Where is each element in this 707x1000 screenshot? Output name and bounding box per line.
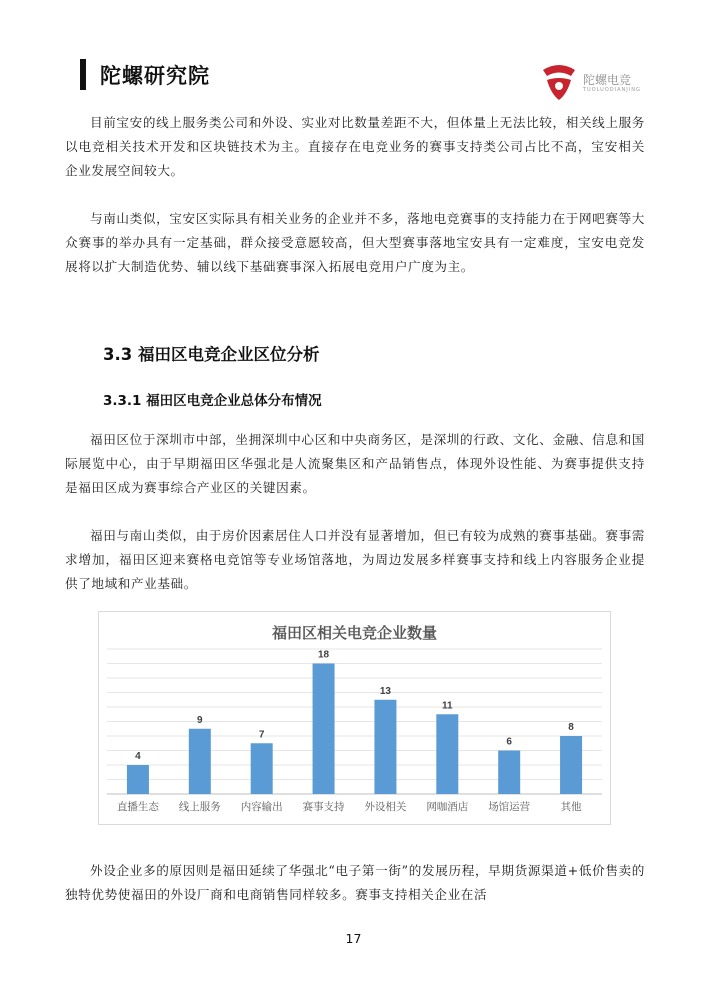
subsection-heading: 3.3.1 福田区电竞企业总体分布情况: [103, 393, 322, 409]
bar-1: [127, 765, 149, 794]
data-label: 13: [379, 685, 391, 697]
data-label: 6: [506, 736, 512, 748]
chart-title: 福田区相关电竞企业数量: [271, 624, 437, 642]
x-tick-label: 外设相关: [364, 801, 407, 813]
data-label: 11: [442, 700, 453, 712]
header-accent-bar: [80, 59, 86, 90]
x-tick-label: 直播生态: [116, 801, 159, 813]
data-label: 8: [568, 722, 574, 733]
data-label: 4: [135, 751, 141, 762]
chart-plot: [99, 612, 610, 824]
logo-text: 陀螺电竞: [583, 73, 632, 87]
paragraph-futian-events: 福田与南山类似，由于房价因素居住人口并没有显著增加，但已有较为成熟的赛事基础。赛事需求增加，福田区迎来赛格电竞馆等专业场馆落地，为周边发展多样赛事支持和线上内容服务企业提供了地域和产业基础。: [65, 528, 645, 592]
paragraph-futian-location: 福田区位于深圳市中部，坐拥深圳中心区和中央商务区，是深圳的行政、文化、金融、信息和国际展览中心，由于早期福田区华强北是人流聚集区和产品销售点，体现外设性能、为赛事提供支持是福田区成为赛事综合产业区的关键因素。: [65, 432, 645, 496]
page-number: 17: [345, 931, 362, 946]
x-tick-label: 网咖酒店: [426, 801, 469, 813]
data-label: 18: [318, 649, 330, 661]
paragraph-peripherals: 外设企业多的原因则是福田延续了华强北“电子第一街”的发展历程，早期货源渠道+低价售卖的独特优势使福田的外设厂商和电商销售同样较多。赛事支持相关企业在活: [65, 863, 645, 903]
paragraph-baoan-nanshan: 与南山类似，宝安区实际具有相关业务的企业并不多，落地电竞赛事的支持能力在于网吧赛等大众赛事的举办具有一定基础，群众接受意愿较高，但大型赛事落地宝安具有一定难度，宝安电竞发展将以扩大制造优势、辅以线下基础赛事深入拓展电竞用户广度为主。: [65, 211, 645, 275]
x-tick-label: 其他: [560, 801, 582, 813]
bar-2: [189, 729, 211, 794]
x-tick-label: 线上服务: [178, 801, 221, 813]
header-title: 陀螺研究院: [100, 64, 210, 88]
data-label: 7: [258, 729, 265, 741]
bar-4: [313, 664, 335, 795]
section-heading: 3.3 福田区电竞企业区位分析: [103, 345, 320, 364]
data-label: 9: [197, 714, 203, 726]
x-tick-label: 场馆运营: [488, 801, 531, 813]
bar-8: [560, 736, 582, 794]
paragraph-baoan-online: 目前宝安的线上服务类公司和外设、实业对比数量差距不大，但体量上无法比较，相关线上服务以电竞相关技术开发和区块链技术为主。直接存在电竞业务的赛事支持类公司占比不高，宝安相关企业发展空间较大。: [65, 115, 645, 179]
bar-6: [436, 714, 458, 794]
bar-5: [374, 700, 396, 794]
x-tick-label: 内容输出: [240, 801, 283, 813]
bar-3: [251, 743, 273, 794]
bar-7: [498, 751, 520, 795]
logo-subtext: TUOLUODIANJING: [583, 87, 641, 93]
bar-chart: [98, 611, 611, 825]
x-tick-label: 赛事支持: [302, 801, 345, 813]
